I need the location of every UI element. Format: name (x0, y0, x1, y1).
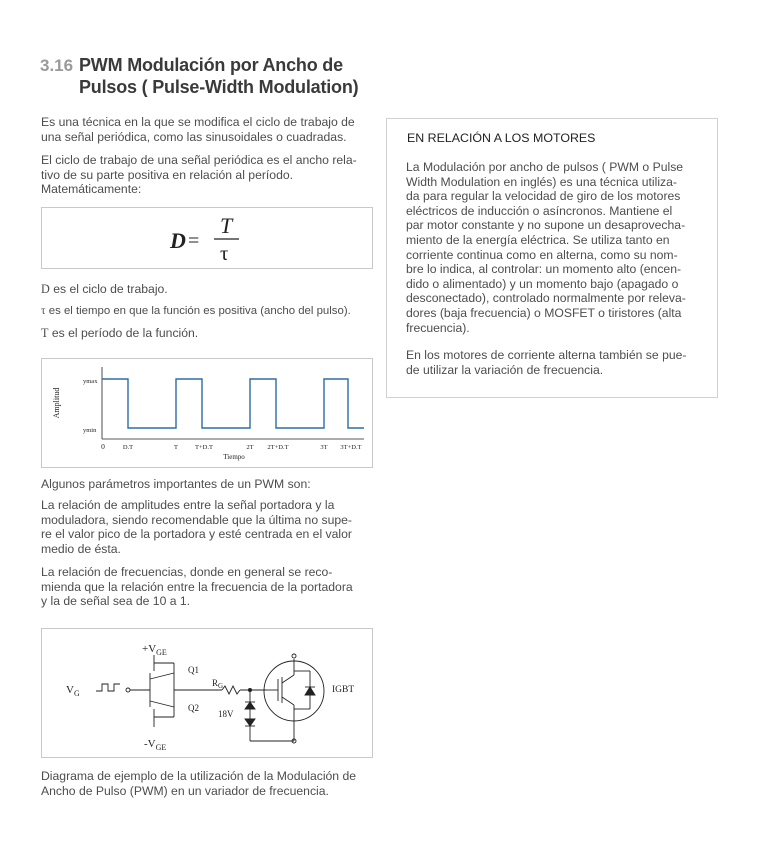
definition-text: es el período de la función. (48, 326, 199, 340)
formula-equals: = (188, 230, 200, 252)
section-number: 3.16 (40, 56, 74, 75)
formula-lhs: D (170, 228, 186, 253)
params-frequency (41, 565, 371, 609)
igbt-collector (282, 675, 294, 683)
text-line: dido o alimentado) y un momento bajo (apagado o (406, 276, 679, 291)
text-line: El ciclo de trabajo de una señal periódica es el ancho rela- (41, 153, 357, 167)
text-line: miento de la energía eléctrica. Se utiliza tanto en (406, 232, 670, 247)
text-line: bre lo indica, al controlar: un momento alto (encen- (406, 262, 682, 277)
figure-caption (41, 769, 381, 798)
title-line-1: PWM Modulación por Ancho de (79, 55, 343, 75)
sidebar-title: EN RELACIÓN A LOS MOTORES (407, 131, 596, 145)
tick-label: D.T (122, 444, 134, 451)
tick-label: T (174, 444, 178, 451)
symbol-d: D (41, 282, 50, 296)
text-line: Diagrama de ejemplo de la utilización de la Modulación de (41, 769, 357, 783)
text-line: de utilizar la variación de frecuencia. (406, 362, 604, 377)
text-line: En los motores de corriente alterna también se pue- (406, 348, 687, 362)
q1-label: Q1 (188, 665, 199, 675)
q1-emitter (150, 673, 174, 679)
pwm-chart (41, 358, 373, 468)
text-line: medio de ésta. (41, 541, 121, 556)
igbt-emitter (282, 697, 294, 705)
definition-text: es el ciclo de trabajo. (49, 282, 168, 296)
ymin-label: ymin (83, 427, 97, 434)
tick-label: T+D.T (195, 444, 213, 451)
input-pulse-icon (96, 684, 120, 691)
text-line: La relación de amplitudes entre la señal portadora y la (41, 498, 335, 512)
tick-label: 3T (320, 444, 328, 451)
zener-diode-icon (245, 719, 255, 726)
tick-label: 3T+D.T (340, 444, 362, 451)
tick-label: 2T+D.T (267, 444, 289, 451)
vge-pos-label: $+V_{GE}$ (142, 643, 167, 657)
text-line: da para regular la velocidad de giro de los motores (406, 189, 681, 204)
sidebar-paragraph-2 (406, 348, 706, 377)
section-title (79, 54, 379, 98)
text-line: dores (baja frecuencia) o MOSFET o tiristores (alta (406, 305, 682, 320)
formula-svg (42, 208, 372, 268)
zener-label: 18V (218, 709, 234, 719)
rg-label: $R_G$ (212, 678, 224, 690)
x-axis-title: Tiempo (223, 453, 245, 461)
text-line: re el valor pico de la portadora y esté centrada en el valor (41, 527, 352, 542)
text-line: Es una técnica en la que se modifica el ciclo de trabajo de (41, 115, 355, 129)
symbol-t: T (41, 326, 49, 340)
ymax-label: ymax (83, 378, 98, 385)
formula-box (41, 207, 373, 269)
text-line: mienda que la relación entre la frecuencia de la portadora (41, 579, 353, 594)
title-line-2: Pulsos ( Pulse-Width Modulation) (79, 77, 359, 97)
resistor-rg (222, 686, 240, 694)
vge-neg-label: $-V_{GE}$ (144, 738, 167, 752)
text-line: corriente continua como en alterna, como su nom- (406, 247, 678, 262)
text-line: moduladora, siendo recomendable que la última no supe- (41, 512, 352, 527)
text-line: par motor constante y no supone un desaprovecha- (406, 218, 686, 233)
definition-t (41, 326, 371, 341)
text-line: una señal periódica, como las sinusoidales o cuadradas. (41, 129, 347, 144)
igbt-label: IGBT (332, 685, 355, 695)
formula-denominator: τ (220, 241, 229, 265)
text-line: Matemáticamente: (41, 182, 142, 197)
symbol-tau: τ (41, 305, 46, 317)
tick-label: 0 (101, 442, 105, 451)
params-intro: Algunos parámetros importantes de un PWM son: (41, 477, 311, 491)
text-line: La relación de frecuencias, donde en general se reco- (41, 565, 333, 579)
text-line: Width Modulation en inglés) es una técnica utiliza- (406, 174, 677, 189)
text-line: y la de señal sea de 10 a 1. (41, 594, 191, 609)
collector-node (292, 654, 296, 658)
text-line: eléctricos de inducción o asíncronos. Mantiene el (406, 203, 673, 218)
text-line: frecuencia). (406, 320, 470, 335)
circuit-svg (42, 629, 372, 757)
params-amplitude (41, 498, 371, 556)
tick-label: 2T (246, 444, 254, 451)
intro-paragraph-1 (41, 115, 371, 144)
pwm-chart-svg (42, 359, 372, 467)
intro-paragraph-2 (41, 153, 371, 197)
vg-label: $V_G$ (66, 684, 80, 698)
zener-diode-icon (245, 702, 255, 709)
text-line: desconectado), controlado normalmente por releva- (406, 291, 686, 306)
definition-tau (41, 304, 371, 319)
text-line: tivo de su parte positiva en relación al período. (41, 167, 294, 182)
diode-icon (305, 687, 315, 695)
sidebar-paragraph-1 (406, 160, 706, 335)
definition-d (41, 282, 371, 297)
text-line: La Modulación por ancho de pulsos ( PWM o Pulse (406, 160, 684, 174)
pwm-waveform (102, 379, 364, 428)
formula-numerator: T (220, 213, 233, 238)
circuit-diagram (41, 628, 373, 758)
input-node (126, 688, 130, 692)
y-axis-title: Amplitud (52, 387, 61, 419)
definition-text: es el tiempo en que la función es positiva (ancho del pulso). (45, 305, 351, 317)
text-line: Ancho de Pulso (PWM) en un variador de frecuencia. (41, 783, 329, 798)
q2-label: Q2 (188, 703, 199, 713)
q2-emitter (150, 701, 174, 707)
